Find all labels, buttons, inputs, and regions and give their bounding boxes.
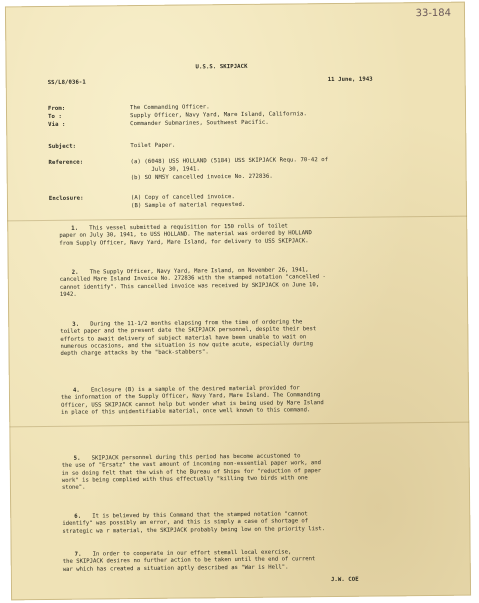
paragraph-number: 3. xyxy=(72,321,80,328)
paragraph-number: 1. xyxy=(71,225,79,232)
paragraph-line: paper on July 30, 1941, to USS HOLLAND. The material was ordered by HOLLAND xyxy=(59,230,312,240)
paragraph-line: depth charge attacks by the "back-stabbers". xyxy=(60,349,209,358)
paragraph-line: numerous occasions, and the situation is now quite acute, especially during xyxy=(60,341,314,350)
file-number: SS/L8/036-1 xyxy=(47,79,86,86)
file-mark: 33-184 xyxy=(415,7,452,20)
fold-line xyxy=(7,216,467,222)
paragraph-line: stone". xyxy=(61,484,86,492)
enclosure-label: Enclosure: xyxy=(48,195,84,202)
paragraph-line: the SKIPJACK desires no further action to be taken until the end of current xyxy=(62,556,316,566)
paragraph-line: In order to cooperate in our effort stemall local exercise, xyxy=(92,549,292,558)
paragraph-number: 2. xyxy=(71,269,79,276)
subject-value: Toilet Paper. xyxy=(130,142,176,150)
paragraph-line: During the 11-1/2 months elapsing from the time of ordering the xyxy=(90,319,303,328)
paragraph-line: The Supply Officer, Navy Yard, Mare Island, on November 26, 1941, xyxy=(89,267,309,276)
subject-label: Subject: xyxy=(48,143,77,150)
paragraph-line: in place of this unidentifiable material, once well known to this command. xyxy=(61,407,311,416)
paragraph xyxy=(62,510,442,536)
via-label: Via : xyxy=(48,121,66,128)
paragraph-line: the use of "Ersatz" the vast amount of incoming non-essential paper work, and xyxy=(61,460,322,470)
from-value: The Commanding Officer. xyxy=(129,104,210,112)
paragraph-line: This vessel submitted a requisition for 150 rolls of toilet xyxy=(89,223,288,232)
from-label: From: xyxy=(47,105,66,112)
document-page xyxy=(5,2,471,601)
reference-line: July 30, 1941. xyxy=(130,166,201,174)
paragraph-line: toilet paper and the present date the SKIPJACK personnel, despite their best xyxy=(60,326,317,336)
paragraph-number: 5. xyxy=(73,455,81,462)
paragraph-number: 4. xyxy=(72,387,80,394)
fold-line xyxy=(9,422,469,428)
enclosure-line: (A) Copy of cancelled invoice. xyxy=(130,194,235,202)
paragraph-line: work" is being complied with thus effectually "killing two birds with one xyxy=(61,475,308,484)
paragraph xyxy=(62,452,442,492)
ship-heading: U.S.S. SKIPJACK xyxy=(195,63,248,71)
to-label: To : xyxy=(48,113,62,120)
paragraph xyxy=(60,266,440,299)
paragraph-line: from Supply Officer, Navy Yard, Mare Island, for delivery to USS SKIPJACK. xyxy=(59,237,309,247)
reference-line: (a) (6048) USS HOLLAND (5184) USS SKIPJACK Requ. 70-42 of xyxy=(130,157,329,166)
paragraph-line: the information of the Supply Officer, Navy Yard, Mare Island. The Commanding xyxy=(60,392,321,402)
paragraph-number: 6. xyxy=(74,513,82,520)
paragraph-line: It is believed by this Command that the stamped notation "cannot xyxy=(92,511,308,520)
paragraph-line: Officer, USS SKIPJACK cannot help but wonder what is being used by Mare Island xyxy=(61,399,324,409)
reference-label: Reference: xyxy=(48,159,84,166)
paragraph-line: Enclosure (B) is a sample of the desired material provided for xyxy=(90,385,300,394)
paragraph-line: efforts to await delivery of subject material have been unable to wait on xyxy=(60,333,307,343)
paragraph-line: 1942. xyxy=(59,291,77,298)
via-value: Commander Submarines, Southwest Pacific. xyxy=(130,119,269,128)
enclosure-line: (B) Sample of material requested. xyxy=(130,201,246,210)
paragraph-line: strategic wa r material, the SKIPJACK probably being low on the priority list. xyxy=(62,525,326,535)
paragraph-line: cancelled Mare Island Invoice No. 272836 with the stamped notation "cancelled - xyxy=(59,274,326,284)
paragraph-line: war which has created a situation aptly described as "War is Hell". xyxy=(62,564,289,573)
letter-date: 11 June, 1943 xyxy=(327,76,373,84)
paragraph xyxy=(60,318,440,358)
paragraph xyxy=(59,222,439,248)
paragraph xyxy=(61,384,441,417)
paragraph-line: cannot identify". This cancelled invoice was received by SKIPJACK on June 10, xyxy=(59,281,320,291)
reference-line: (b) SO NMSY cancelled invoice No. 272836. xyxy=(130,173,273,182)
paragraph-line: in so doing felt that the wish of the Bureau of Ships for "reduction of paper xyxy=(61,467,322,477)
paragraph-line: SKIPJACK personnel during this period has become accustomed to xyxy=(91,453,301,462)
to-value: Supply Officer, Navy Yard, Mare Island, California. xyxy=(130,111,307,120)
signature: J.W. COE xyxy=(330,576,359,584)
paragraph-number: 7. xyxy=(74,551,82,558)
paragraph xyxy=(63,548,443,574)
paragraph-line: identify" was possibly an error, and this is simply a case of shortage of xyxy=(62,518,309,528)
